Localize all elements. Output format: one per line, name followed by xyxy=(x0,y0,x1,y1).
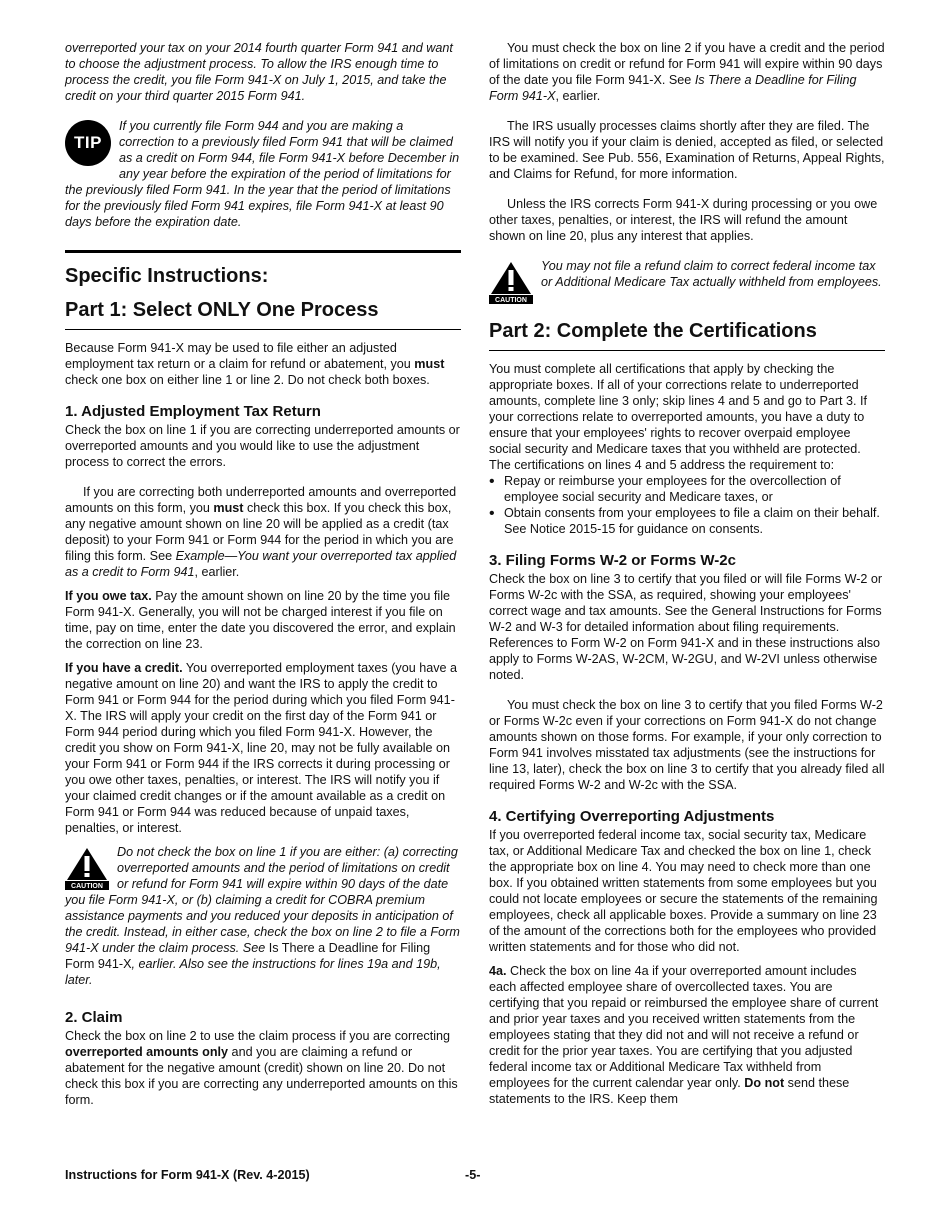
sec4-title: 4. Certifying Overreporting Adjustments xyxy=(489,808,775,825)
tip-text: If you currently file Form 944 and you are making a correction to a previously filed Form 941 that will be claimed as a credit on Form 944, file Form 941-X before December in any year before the expiration of the period of limitations for the previously filed Form 941. In the year that the period of limitations for the previously filed Form 941 expires, file Form 941-X at least 90 days before the expiration date. xyxy=(65,119,460,229)
sec1-title: 1. Adjusted Employment Tax Return xyxy=(65,403,321,420)
section-divider xyxy=(65,250,461,253)
credit-paragraph: If you have a credit. You overreported employment taxes (you have a negative amount on line 20) and want the IRS to apply the credit to Form 941 or Form 944 for the period during which you filed Form 941-X. The IRS will apply your credit on the first day of the Form 941 or Form 944 period during which you filed Form 941-X. However, the credit you show on Form 941-X, line 20, may not be fully available on your Form 941 or Form 944 if the IRS corrects it during processing or you owe other taxes, penalties, or interest. The IRS will notify you if your claimed credit changes or if the amount available as a credit on Form 941 or Form 944 was reduced because of unpaid taxes, penalties, or interest. xyxy=(65,661,458,835)
sec4-paragraph-1: If you overreported federal income tax, social security tax, Medicare tax, or Additional Medicare Tax and checked the box on line 1, check the appropriate box on line 4. You may need to check more than one box. If you obtained written statements from some employees but you could not locate employees or secure the statements of the remaining employees, check all applicable boxes. Provide a summary on line 23 of the amount of the corrections both for the employees who provided written statements and for those who did not. xyxy=(489,828,878,954)
caution-icon xyxy=(65,846,109,890)
caution-text-1: Do not check the box on line 1 if you are either: (a) correcting overreported amounts and the period of limitations on credit or refund for Form 941 will expire within 90 days of the date you file Form 941-X, or (b) claiming a credit for COBRA premium assistance payments and you reduced your deposits in anticipation of the credit. Instead, in either case, check the box on line 2 to file a Form 941-X under the claim process. See Is There a Deadline for Filing Form 941-X, earlier. Also see the instructions for lines 19a and 19b, later. xyxy=(65,845,460,987)
right-paragraph-3: Unless the IRS corrects Form 941-X during processing or you owe other taxes, penalties, or interest, the IRS will refund the amount shown on line 20, plus any interest that applies. xyxy=(489,197,878,243)
sec1-paragraph-2: If you are correcting both underreported amounts and overreported amounts on this form, you must check this box. If you check this box, any negative amount shown on line 20 will be applied as a credit (tax deposit) to your Form 941 or Form 944 for the period in which you are filing this form. See Example—You want your overreported tax applied as a credit to Form 941, earlier. xyxy=(65,485,457,579)
caution-note-1 xyxy=(65,844,461,988)
right-column xyxy=(489,40,885,1107)
part1-rule xyxy=(65,329,461,330)
sec3-title: 3. Filing Forms W-2 or Forms W-2c xyxy=(489,552,736,569)
owe-tax-paragraph: If you owe tax. Pay the amount shown on line 20 by the time you file Form 941-X. Generally, you will not be charged interest if you file on time, pay on time, enter the date you discovered the error, and explain the correction on line 23. xyxy=(65,589,456,651)
caution-text-2: You may not file a refund claim to correct federal income tax or Additional Medicare Tax actually withheld from employees. xyxy=(541,259,882,289)
tip-icon: TIP xyxy=(65,120,111,166)
sec1-paragraph-1: Check the box on line 1 if you are correcting underreported amounts or overreported amounts and you would like to use the adjustment process to correct the errors. xyxy=(65,423,460,469)
svg-text:CAUTION: CAUTION xyxy=(71,883,103,890)
right-paragraph-2: The IRS usually processes claims shortly after they are filed. The IRS will notify you if your claim is denied, accepted as filed, or selected to be examined. See Pub. 556, Examination of Returns, Appeal Rights, and Claims for Refund, for more information. xyxy=(489,119,885,181)
bullet-item: • Obtain consents from your employees to file a claim on their behalf. See Notice 2015-15 for guidance on consents. xyxy=(489,505,880,536)
part1-heading: Part 1: Select ONLY One Process xyxy=(65,299,379,321)
page-number: -5- xyxy=(465,1168,481,1182)
sec2-title: 2. Claim xyxy=(65,1009,123,1026)
sec3-paragraph-2: You must check the box on line 3 to certify that you filed Forms W-2 or Forms W-2c even if your corrections on Form 941-X do not change amounts shown on those forms. For example, if your only correction to Form 941 involves misstated tax adjustments (see the instructions for line 13, later), check the box on line 3 to certify that you already filed all required Forms W-2 and W-2c with the SSA. xyxy=(489,698,885,792)
right-paragraph-1: You must check the box on line 2 if you have a credit and the period of limitations on credit or refund for Form 941 will expire within 90 days of the date you file Form 941-X. See Is There a Deadline for Filing Form 941-X, earlier. xyxy=(489,41,885,103)
left-column xyxy=(65,40,461,1108)
part2-rule xyxy=(489,350,885,351)
sec3-paragraph-1: Check the box on line 3 to certify that you filed or will file Forms W-2 or Forms W-2c with the SSA, as required, showing your employees' correct wage and tax amounts. See the General Instructions for Forms W-2 and W-3 for detailed information about filing requirements. References to Form W-2 on Form 941-X and in these instructions also apply to Forms W-2AS, W-2CM, W-2GU, and W-2VI unless otherwise noted. xyxy=(489,572,883,682)
caution-icon xyxy=(489,260,533,304)
caution-note-2 xyxy=(489,258,885,306)
intro-paragraph: overreported your tax on your 2014 fourth quarter Form 941 and want to choose the adjustment process. To allow the IRS enough time to process the credit, you file Form 941-X on July 1, 2015, and take the credit on your third quarter 2015 Form 941. xyxy=(65,41,453,103)
sec2-paragraph: Check the box on line 2 to use the claim process if you are correcting overreported amounts only and you are claiming a refund or abatement for the negative amount (credit) shown on line 20. Do not check this box if you are correcting any underreported amounts on this form. xyxy=(65,1029,458,1107)
part1-intro: Because Form 941-X may be used to file either an adjusted employment tax return or a claim for refund or abatement, you must check one box on either line 1 or line 2. Do not check both boxes. xyxy=(65,341,445,387)
svg-text:CAUTION: CAUTION xyxy=(495,297,527,304)
footer-title: Instructions for Form 941-X (Rev. 4-2015) xyxy=(65,1168,310,1182)
specific-instructions-heading: Specific Instructions: xyxy=(65,265,269,287)
bullet-item: • Repay or reimburse your employees for the overcollection of employee social security and Medicare taxes, or xyxy=(489,473,841,504)
part2-heading: Part 2: Complete the Certifications xyxy=(489,320,817,342)
part2-paragraph: You must complete all certifications that apply by checking the appropriate boxes. If all of your corrections relate to underreported amounts, complete line 3 only; skip lines 4 and 5 and go to Part 3. If your corrections relate to overreported amounts, you have a duty to ensure that your employees' rights to recover overpaid employee social security and Medicare taxes that you withheld are protected. The certifications on lines 4 and 5 address the requirement to: xyxy=(489,362,868,472)
tip-note xyxy=(65,118,461,230)
sec4a-paragraph: 4a. Check the box on line 4a if your overreported amount includes each affected employee share of overcollected taxes. You are certifying that you repaid or reimbursed the employee share of current and prior year taxes and you received written statements from the employees stating that they did not and will not receive a refund or credit for the prior year taxes. You are certifying that you adjusted federal income tax or Additional Medicare Tax withheld from employees for the current calendar year only. Do not send these statements to the IRS. Keep them xyxy=(489,964,879,1106)
page-footer xyxy=(65,1168,885,1188)
